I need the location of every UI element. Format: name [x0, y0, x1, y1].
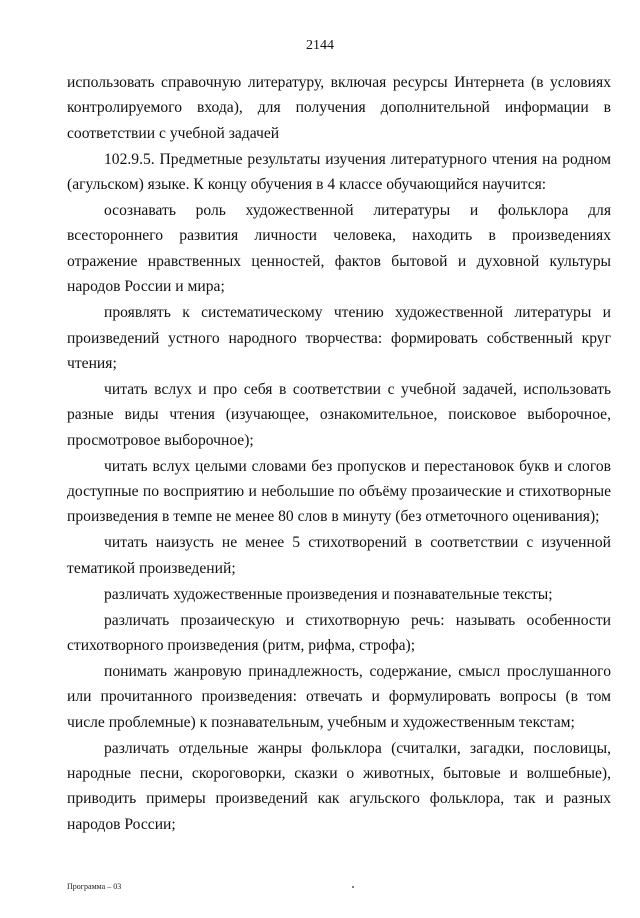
- paragraph: использовать справочную литературу, включая ресурсы Интернета (в условиях контролируемого входа), для получения дополнительной информации в соответствии с учебной задачей: [67, 74, 611, 142]
- paragraph: осознавать роль художественной литературы и фольклора для всестороннего развития личности человека, находить в произведениях отражение нравственных ценностей, фактов бытовой и духовной культуры народов России и мира;: [67, 202, 611, 296]
- paragraph: читать вслух целыми словами без пропусков и перестановок букв и слогов доступные по восприятию и небольшие по объёму прозаические и стихотворные произведения в темпе не менее 80 слов в минуту (без отметочного оценивания);: [67, 457, 611, 526]
- paragraph: проявлять к систематическому чтению художественной литературы и произведений устного народного творчества: формировать собственный круг чтения;: [67, 304, 611, 372]
- paragraph: читать вслух и про себя в соответствии с учебной задачей, использовать разные виды чтения (изучающее, ознакомительное, поисковое выборочное, просмотровое выборочное);: [67, 380, 611, 449]
- paragraph: различать отдельные жанры фольклора (считалки, загадки, пословицы, народные песни, скороговорки, сказки о животных, бытовые и волшебные), приводить примеры произведений как агульского фольклора, так и разных народов России;: [67, 739, 611, 833]
- scan-speck: [352, 886, 354, 888]
- paragraph: различать художественные произведения и познавательные тексты;: [104, 585, 553, 603]
- paragraph: понимать жанровую принадлежность, содержание, смысл прослушанного или прочитанного произведения: отвечать и формулировать вопросы (в том числе проблемные) к познавательным, учебным и художественным текстам;: [67, 662, 611, 731]
- paragraph: читать наизусть не менее 5 стихотворений в соответствии с изученной тематикой произведений;: [67, 534, 611, 577]
- footer-label: Программа – 03: [67, 882, 122, 891]
- paragraph: различать прозаическую и стихотворную речь: называть особенности стихотворного произведения (ритм, рифма, строфа);: [67, 611, 611, 654]
- body-text: [67, 70, 611, 838]
- page-number: 2144: [306, 38, 334, 53]
- paragraph: 102.9.5. Предметные результаты изучения литературного чтения на родном (агульском) языке. К концу обучения в 4 классе обучающийся научится:: [67, 150, 611, 194]
